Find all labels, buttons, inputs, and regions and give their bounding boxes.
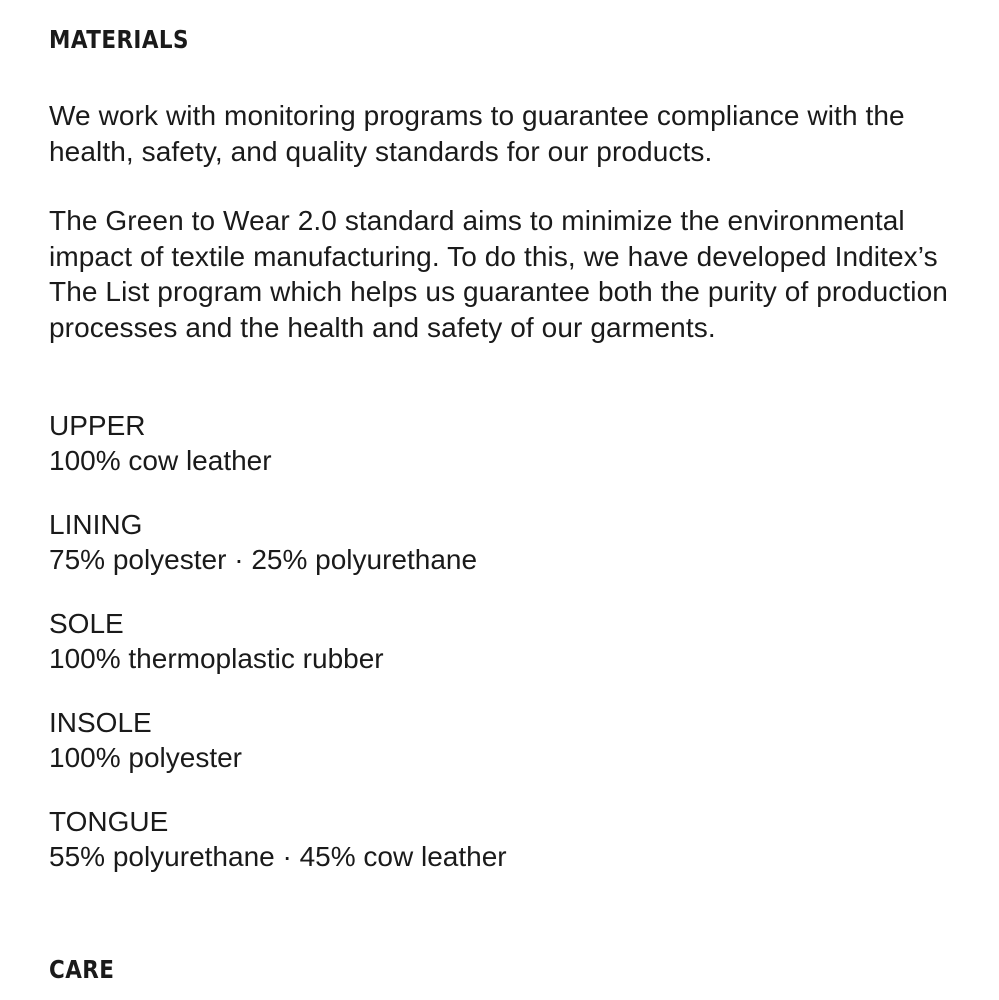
care-heading[interactable]: CARE — [49, 955, 115, 984]
composition-part-value: 75% polyester · 25% polyurethane — [49, 544, 478, 575]
composition-part-value: 100% cow leather — [49, 445, 272, 476]
composition-part-value: 55% polyurethane · 45% cow leather — [49, 841, 507, 872]
composition-part-label: UPPER — [49, 410, 146, 441]
composition-item-sole — [49, 606, 949, 705]
composition-item-insole — [49, 705, 949, 804]
materials-heading: MATERIALS — [49, 25, 189, 54]
materials-green-to-wear-paragraph: The Green to Wear 2.0 standard aims to minimize the environmental impact of textile manufacturing. To do this, we have developed Inditex’s The List program which helps us guarantee both the purity of production processes and the health and safety of our garments. — [49, 205, 948, 343]
composition-list — [49, 408, 949, 903]
composition-part-label: SOLE — [49, 608, 124, 639]
composition-item-tongue — [49, 804, 949, 903]
composition-part-label: LINING — [49, 509, 143, 540]
composition-part-label: INSOLE — [49, 707, 152, 738]
composition-part-value: 100% thermoplastic rubber — [49, 643, 384, 674]
composition-item-lining — [49, 507, 949, 606]
materials-compliance-paragraph: We work with monitoring programs to guarantee compliance with the health, safety, and quality standards for our products. — [49, 100, 905, 167]
composition-part-label: TONGUE — [49, 806, 169, 837]
composition-part-value: 100% polyester — [49, 742, 243, 773]
composition-item-upper — [49, 408, 949, 507]
